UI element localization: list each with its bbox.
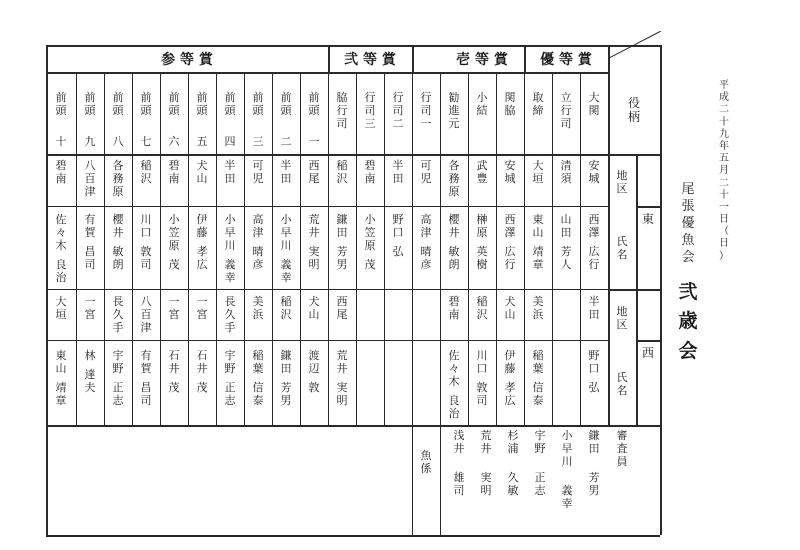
column-divider (300, 72, 301, 425)
outer-border-right (660, 45, 662, 535)
west-area: 稲 沢 (280, 295, 292, 321)
rank-label: 前 頭 四 (224, 91, 236, 148)
label-yakugara: 役 柄 (627, 96, 640, 125)
east-area: 大 垣 (532, 159, 544, 185)
outer-border-top (46, 45, 660, 47)
east-area: 稲 沢 (336, 159, 348, 185)
east-name: 榊 原 英 樹 (476, 213, 488, 271)
east-area: 犬 山 (196, 159, 208, 185)
west-area: 美 浜 (532, 295, 544, 321)
award-header-itto: 壱 等 賞 (456, 51, 508, 68)
label-name-west: 氏 名 (616, 371, 628, 397)
west-area: 稲 沢 (476, 295, 488, 321)
west-area: 一 宮 (196, 295, 208, 321)
label-sakura: 魚 係 (420, 449, 432, 475)
east-name: 鎌 田 芳 男 (336, 213, 348, 271)
label-area-west: 地 区 (616, 305, 628, 331)
rule (636, 206, 660, 208)
east-area: 碧 南 (168, 159, 180, 185)
east-name: 櫻 井 敏 朗 (448, 213, 460, 271)
west-area: 犬 山 (504, 295, 516, 321)
label-name-east: 氏 名 (616, 235, 628, 261)
west-name: 林 達 夫 (84, 349, 96, 394)
east-name: 高 津 晴 彦 (252, 213, 264, 271)
east-area: 各 務 原 (448, 159, 460, 198)
outer-border-bottom (46, 535, 660, 537)
east-area: 清 須 (560, 159, 572, 185)
award-header-yusho: 優 等 賞 (540, 51, 592, 68)
rule (608, 154, 660, 156)
rank-label: 前 頭 五 (196, 91, 208, 148)
east-area: 可 児 (420, 159, 432, 185)
east-name: 高 津 晴 彦 (420, 213, 432, 271)
column-divider (160, 72, 161, 425)
east-area: 安 城 (504, 159, 516, 185)
award-header-nito: 弐 等 賞 (344, 51, 396, 68)
judges-divider (440, 425, 441, 535)
east-name: 西 澤 広 行 (504, 213, 516, 271)
column-divider (384, 72, 385, 425)
east-name: 荒 井 実 明 (308, 213, 320, 271)
rule (608, 289, 660, 291)
rank-label: 前 頭 十 (55, 91, 67, 148)
east-name: 西 澤 広 行 (588, 213, 600, 271)
column-divider (496, 72, 497, 425)
west-name: 佐 々 木 良 治 (448, 349, 460, 420)
west-name: 東 山 靖 章 (55, 349, 67, 407)
rank-label: 行 司 三 (364, 91, 376, 130)
rank-label: 行 司 一 (420, 91, 432, 130)
east-name: 小 笠 原 茂 (168, 213, 180, 271)
judge-name: 小 早 川 義 幸 (561, 429, 573, 510)
judge-name: 浅 井 雄 司 (453, 429, 465, 497)
east-name: 山 田 芳 人 (560, 213, 572, 271)
east-name: 有 賀 昌 司 (84, 213, 96, 271)
east-name: 小 早 川 義 幸 (280, 213, 292, 284)
rank-label: 取 締 (532, 91, 544, 117)
label-east: 東 (641, 212, 654, 226)
west-name: 荒 井 実 明 (336, 349, 348, 407)
west-area: 大 垣 (55, 295, 67, 321)
column-divider (328, 45, 329, 425)
west-name: 伊 藤 孝 広 (504, 349, 516, 407)
west-area: 一 宮 (84, 295, 96, 321)
west-name: 石 井 茂 (168, 349, 180, 394)
rank-label: 前 頭 一 (308, 91, 320, 148)
column-divider (76, 72, 77, 425)
west-name: 川 口 敦 司 (476, 349, 488, 407)
rank-label: 前 頭 二 (280, 91, 292, 148)
column-divider (272, 72, 273, 425)
column-divider (580, 72, 581, 425)
rank-label: 小 結 (476, 91, 488, 117)
column-divider (216, 72, 217, 425)
row-rule (46, 289, 608, 290)
label-area-east: 地 区 (616, 169, 628, 195)
column-divider (440, 72, 441, 425)
rank-label: 立 行 司 (560, 91, 572, 130)
rank-label: 関 脇 (504, 91, 516, 117)
rank-label: 勧 進 元 (448, 91, 460, 130)
west-name: 渡 辺 敦 (308, 349, 320, 394)
rule (636, 340, 660, 342)
judges-rule (46, 425, 660, 427)
west-area: 長 久 手 (224, 295, 236, 334)
east-area: 稲 沢 (140, 159, 152, 185)
rank-label: 脇 行 司 (336, 91, 348, 130)
west-area: 碧 南 (448, 295, 460, 321)
east-area: 碧 南 (55, 159, 67, 185)
east-name: 東 山 靖 章 (532, 213, 544, 271)
east-area: 武 豊 (476, 159, 488, 185)
judges-divider (412, 425, 413, 535)
event-title: 弐 歳 会 (678, 281, 698, 362)
east-name: 佐 々 木 良 治 (55, 213, 67, 284)
west-area: 美 浜 (252, 295, 264, 321)
column-divider (552, 72, 553, 425)
column-divider (244, 72, 245, 425)
column-divider (468, 72, 469, 425)
column-divider (104, 72, 105, 425)
date-text: 平 成 二 十 九 年 五 月 二 十 一 日 （ 日 ） (719, 80, 729, 262)
east-area: 可 児 (252, 159, 264, 185)
rank-label: 前 頭 六 (168, 91, 180, 148)
label-judges: 審 査 員 (616, 429, 628, 468)
west-area: 長 久 手 (112, 295, 124, 334)
east-area: 半 田 (392, 159, 404, 185)
judge-name: 杉 浦 久 敏 (507, 429, 519, 497)
east-area: 半 田 (224, 159, 236, 185)
west-name: 鎌 田 芳 男 (280, 349, 292, 407)
row-rule (46, 206, 608, 207)
column-divider (524, 45, 525, 425)
west-area: 一 宮 (168, 295, 180, 321)
award-header-santo: 参 等 賞 (161, 51, 213, 68)
west-name: 有 賀 昌 司 (140, 349, 152, 407)
west-name: 宇 野 正 志 (112, 349, 124, 407)
judge-name: 鎌 田 芳 男 (588, 429, 600, 497)
east-area: 西 尾 (308, 159, 320, 185)
east-name: 川 口 敦 司 (140, 213, 152, 271)
judge-name: 宇 野 正 志 (534, 429, 546, 497)
east-area: 半 田 (280, 159, 292, 185)
east-area: 八 百 津 (84, 159, 96, 198)
west-name: 宇 野 正 志 (224, 349, 236, 407)
west-area: 西 尾 (336, 295, 348, 321)
east-name: 伊 藤 孝 広 (196, 213, 208, 271)
west-area: 八 百 津 (140, 295, 152, 334)
column-divider (132, 72, 133, 425)
column-divider (356, 72, 357, 425)
east-area: 各 務 原 (112, 159, 124, 198)
column-divider (188, 72, 189, 425)
label-west: 西 (641, 346, 654, 360)
east-name: 小 早 川 義 幸 (224, 213, 236, 284)
row-rule (46, 340, 608, 341)
judge-name: 荒 井 実 明 (480, 429, 492, 497)
east-area: 安 城 (588, 159, 600, 185)
column-divider (412, 45, 413, 425)
rank-label: 前 頭 七 (140, 91, 152, 148)
rank-label: 前 頭 三 (252, 91, 264, 148)
organizer: 尾 張 優 魚 会 (681, 182, 695, 265)
rank-label: 行 司 二 (392, 91, 404, 130)
east-name: 櫻 井 敏 朗 (112, 213, 124, 271)
west-name: 稲 葉 信 泰 (532, 349, 544, 407)
west-area: 犬 山 (308, 295, 320, 321)
east-area: 碧 南 (364, 159, 376, 185)
west-area: 半 田 (588, 295, 600, 321)
column-divider (608, 72, 609, 425)
west-name: 石 井 茂 (196, 349, 208, 394)
east-name: 小 笠 原 茂 (364, 213, 376, 271)
rank-label: 大 関 (588, 91, 600, 117)
rank-label: 前 頭 九 (84, 91, 96, 148)
east-name: 野 口 弘 (392, 213, 404, 258)
west-name: 稲 葉 信 泰 (252, 349, 264, 407)
rank-label: 前 頭 八 (112, 91, 124, 148)
west-name: 野 口 弘 (588, 349, 600, 394)
